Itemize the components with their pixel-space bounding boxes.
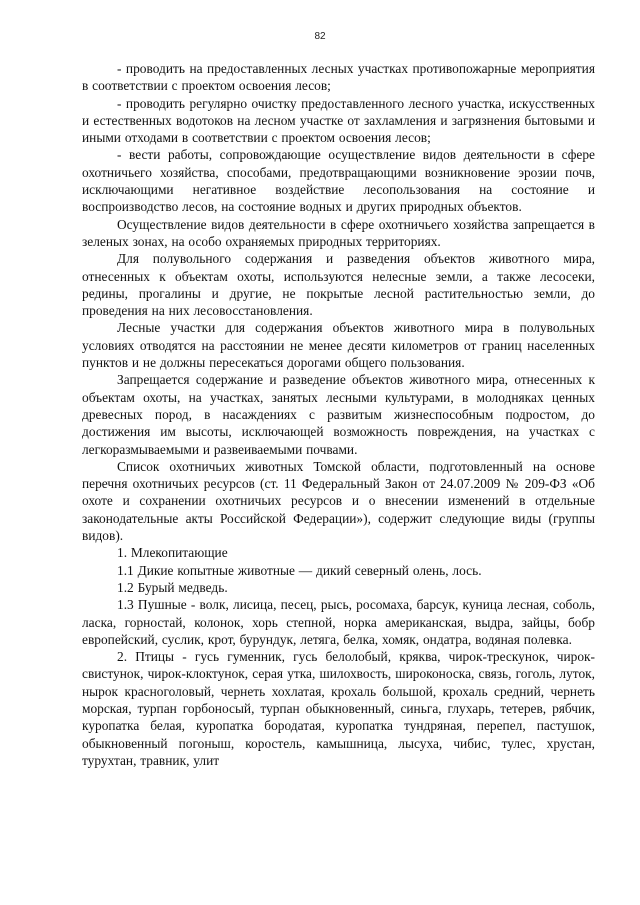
heading-mammals: 1. Млекопитающие <box>117 545 228 561</box>
list-item-erosion: - вести работы, сопровождающие осуществление видов деятельности в сфере охотничьего хозяйства, способами, предотвращающими возникновение эрозии почв, исключающими негативное воздействие лесопользования на состояние и воспроизводство лесов, на состояние водных и других природных объектов. <box>82 147 595 215</box>
page-number: 82 <box>314 31 326 42</box>
document-body <box>82 60 595 769</box>
paragraph-species-list-intro: Список охотничьих животных Томской области, подготовленный на основе перечня охотничьих ресурсов (ст. 11 Федеральный Закон от 24.07.2009 № 209-ФЗ «Об охоте и сохранении охотничьих ресурсов и о внесении изменений в отдельные законодательные акты Российской Федерации»), содержит следующие виды (группы видов). <box>82 458 595 544</box>
item-birds: 2. Птицы - гусь гуменник, гусь белолобый, кряква, чирок-трескунок, чирок-свистунок, чирок-клоктунок, серая утка, шилохвость, широконоска, связь, гоголь, луток, нырок красноголовый, чернеть хохлатая, крохаль большой, крохаль средний, чернеть морская, турпан горбоносый, турпан обыкновенный, синьга, глухарь, тетерев, рябчик, куропатка белая, куропатка бородатая, куропатка тундряная, перепел, пастушок, обыкновенный погоныш, коростель, камышница, лысуха, чибис, тулес, хрустан, турухтан, травник, улит <box>82 649 595 768</box>
list-item-cleaning: - проводить регулярно очистку предоставленного лесного участка, искусственных и естественных водотоков на лесном участке от захламления и загрязнения бытовыми и иными отходами в соответствии с проектом освоения лесов; <box>82 95 595 146</box>
paragraph-distance-rules: Лесные участки для содержания объектов животного мира в полувольных условиях отводятся на расстоянии не менее десяти километров от границ населенных пунктов и не должны пересекаться дорогами общего пользования. <box>82 320 595 371</box>
paragraph-prohibited-zones: Осуществление видов деятельности в сфере охотничьего хозяйства запрещается в зеленых зонах, на особо охраняемых природных территориях. <box>82 216 595 249</box>
item-ungulates: 1.1 Дикие копытные животные — дикий северный олень, лось. <box>117 562 482 578</box>
paragraph-semi-free-lands: Для полувольного содержания и разведения объектов животного мира, отнесенных к объектам охоты, используются нелесные земли, а также лесосеки, редины, прогалины и другие, не покрытые лесной растительностью земли, до проведения на них лесовосстановления. <box>82 251 595 319</box>
item-brown-bear: 1.2 Бурый медведь. <box>117 579 228 595</box>
item-fur-animals: 1.3 Пушные - волк, лисица, песец, рысь, росомаха, барсук, куница лесная, соболь, ласка, горностай, колонок, хорь степной, норка американская, выдра, зайцы, бобр европейский, суслик, крот, бурундук, летяга, белка, хомяк, ондатра, водяная полевка. <box>82 597 595 647</box>
list-item-fire-safety: - проводить на предоставленных лесных участках противопожарные мероприятия в соответствии с проектом освоения лесов; <box>82 61 595 94</box>
paragraph-prohibitions: Запрещается содержание и разведение объектов животного мира, отнесенных к объектам охоты, на участках, занятых лесными культурами, в молодняках ценных древесных пород, в насаждениях с развитым жизнеспособным подростом, до достижения им высоты, исключающей возможность повреждения, на участках с легкоразмываемыми и развеиваемыми почвами. <box>82 372 595 457</box>
